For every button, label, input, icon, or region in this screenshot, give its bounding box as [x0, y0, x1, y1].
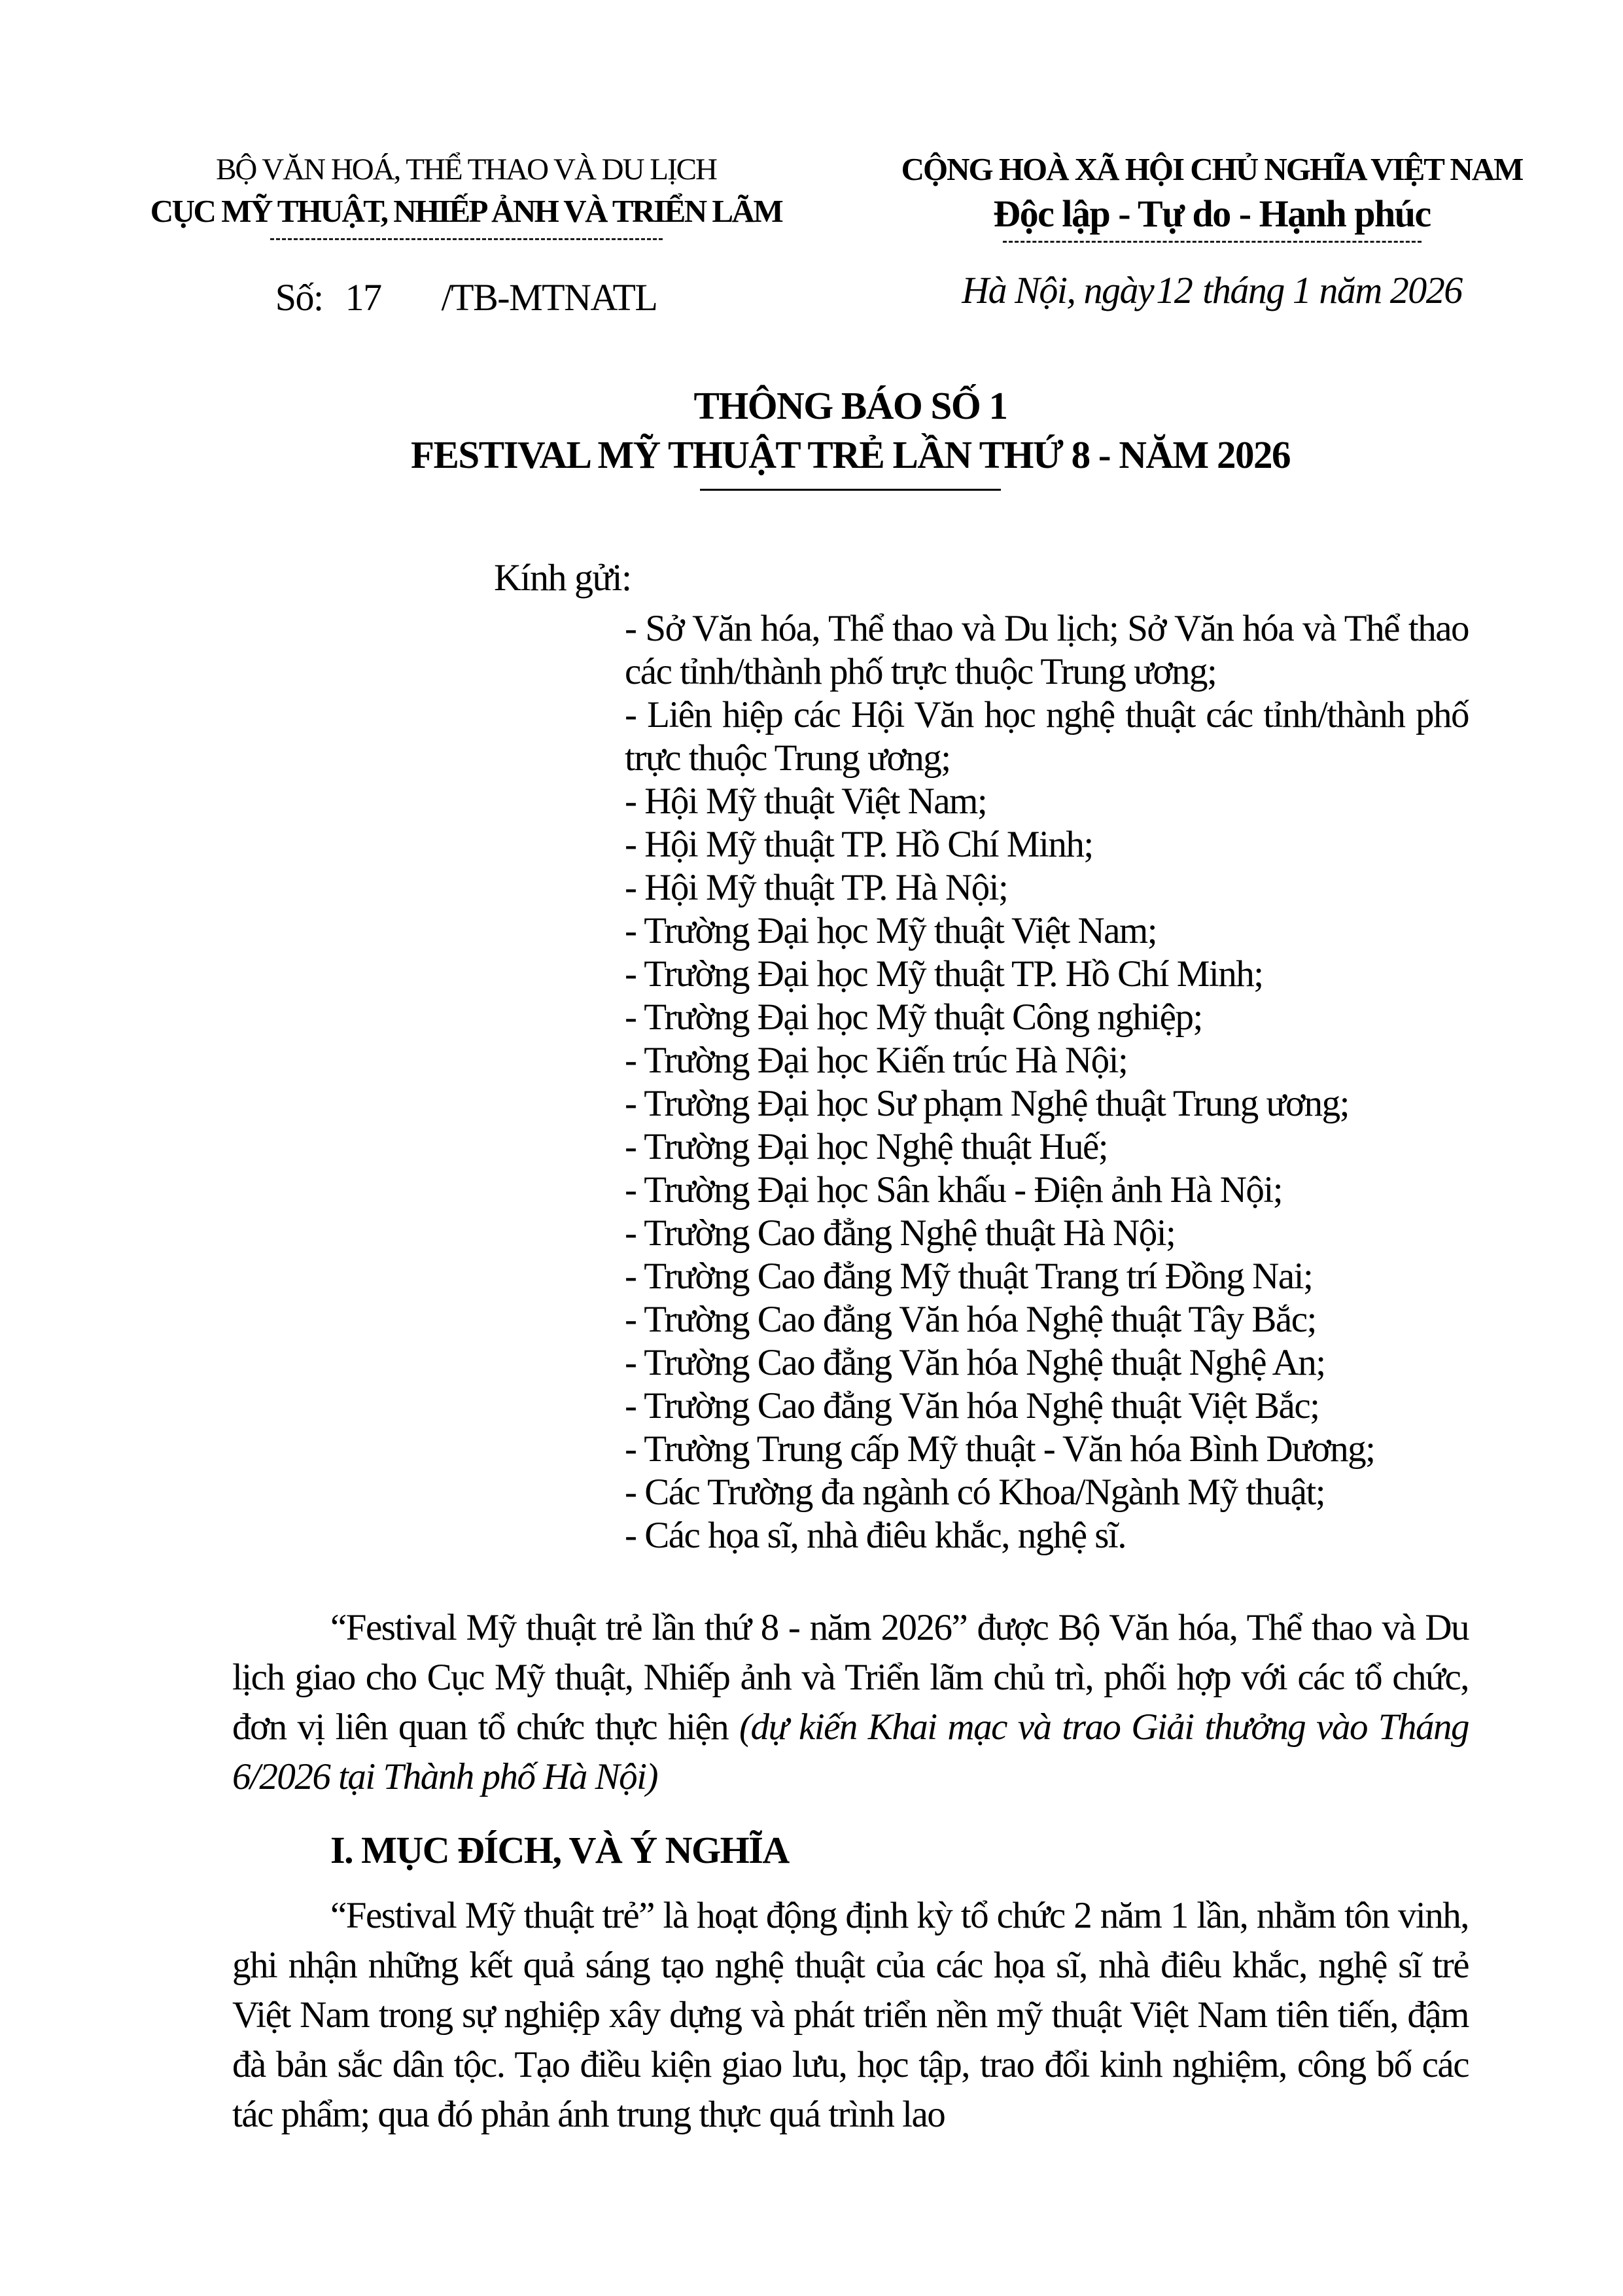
- document-title-block: [0, 381, 1623, 491]
- recipient-item: - Trường Trung cấp Mỹ thuật - Văn hóa Bình Dương;: [625, 1428, 1375, 1470]
- recipient-item: - Trường Đại học Mỹ thuật Việt Nam;: [625, 910, 1157, 951]
- section-heading-purpose: I. MỤC ĐÍCH, VÀ Ý NGHĨA: [330, 1829, 789, 1871]
- intro-paragraph-italic: (dự kiến Khai mạc và trao Giải thưởng vào Tháng 6/2026 tại Thành phố Hà Nội): [232, 1706, 1469, 1797]
- place-date-day: 12: [1156, 269, 1193, 311]
- ministry-name: BỘ VĂN HOÁ, THỂ THAO VÀ DU LỊCH: [216, 152, 716, 186]
- recipient-item: - Hội Mỹ thuật TP. Hồ Chí Minh;: [625, 824, 1093, 865]
- recipient-item: - Trường Cao đẳng Nghệ thuật Hà Nội;: [625, 1212, 1176, 1254]
- recipient-item: - Các họa sĩ, nhà điêu khắc, nghệ sĩ.: [625, 1515, 1126, 1556]
- recipient-item: - Trường Đại học Nghệ thuật Huế;: [625, 1126, 1108, 1167]
- intro-paragraph: [232, 1603, 1469, 1802]
- recipient-item: - Các Trường đa ngành có Khoa/Ngành Mỹ thuật;: [625, 1472, 1325, 1513]
- org-separator-line: [270, 238, 663, 240]
- recipient-item: - Trường Đại học Sân khấu - Điện ảnh Hà Nội;: [625, 1169, 1283, 1210]
- place-date-prefix: Hà Nội, ngày: [962, 269, 1154, 311]
- document-header: [0, 0, 1623, 321]
- motto-separator-line: [1003, 241, 1422, 243]
- document-number-value: 17: [345, 276, 381, 319]
- place-and-date: [870, 266, 1554, 315]
- document-number-suffix: /TB-MTNATL: [441, 276, 657, 319]
- document-number: [124, 274, 808, 321]
- recipient-item: - Trường Đại học Mỹ thuật TP. Hồ Chí Minh;: [625, 953, 1263, 995]
- recipient-list: [625, 607, 1469, 1557]
- recipient-item: - Trường Cao đẳng Văn hóa Nghệ thuật Nghệ An;: [625, 1342, 1325, 1383]
- place-date-rest: tháng 1 năm 2026: [1202, 269, 1462, 311]
- recipient-item: - Hội Mỹ thuật Việt Nam;: [625, 781, 987, 822]
- header-issuing-org: [124, 149, 808, 321]
- recipient-item: - Trường Cao đẳng Văn hóa Nghệ thuật Tây Bắc;: [625, 1299, 1316, 1340]
- header-national-motto: [870, 149, 1554, 321]
- recipient-item: - Trường Đại học Mỹ thuật Công nghiệp;: [625, 997, 1202, 1038]
- recipient-item: - Trường Cao đẳng Văn hóa Nghệ thuật Việt Bắc;: [625, 1385, 1319, 1426]
- department-name: CỤC MỸ THUẬT, NHIẾP ẢNH VÀ TRIỂN LÃM: [150, 193, 782, 229]
- recipient-item: - Trường Đại học Sư phạm Nghệ thuật Trung ương;: [625, 1083, 1349, 1124]
- national-motto-line2: Độc lập - Tự do - Hạnh phúc: [993, 192, 1431, 235]
- salutation: Kính gửi:: [494, 556, 631, 599]
- document-title-line2: FESTIVAL MỸ THUẬT TRẺ LẦN THỨ 8 - NĂM 2026: [411, 433, 1290, 476]
- purpose-paragraph: “Festival Mỹ thuật trẻ” là hoạt động định kỳ tổ chức 2 năm 1 lần, nhằm tôn vinh, ghi nhận những kết quả sáng tạo nghệ thuật của các họa sĩ, nhà điêu khắc, nghệ sĩ trẻ Việt Nam trong sự nghiệp xây dựng và phát triển nền mỹ thuật Việt Nam tiên tiến, đậm đà bản sắc dân tộc. Tạo điều kiện giao lưu, học tập, trao đổi kinh nghiệm, công bố các tác phẩm; qua đó phản ánh trung thực quá trình lao: [232, 1895, 1469, 2135]
- intro-paragraph-normal: “Festival Mỹ thuật trẻ lần thứ 8 - năm 2026” được Bộ Văn hóa, Thể thao và Du lịch giao cho Cục Mỹ thuật, Nhiếp ảnh và Triển lãm chủ trì, phối hợp với các tổ chức, đơn vị liên quan tổ chức thực hiện: [232, 1607, 1469, 1748]
- recipient-item: - Trường Cao đẳng Mỹ thuật Trang trí Đồng Nai;: [625, 1256, 1313, 1297]
- recipient-item: - Hội Mỹ thuật TP. Hà Nội;: [625, 867, 1008, 908]
- national-motto-line1: CỘNG HOÀ XÃ HỘI CHỦ NGHĨA VIỆT NAM: [901, 151, 1523, 187]
- recipient-item: - Trường Đại học Kiến trúc Hà Nội;: [625, 1040, 1128, 1081]
- recipient-item: - Liên hiệp các Hội Văn học nghệ thuật các tỉnh/thành phố trực thuộc Trung ương;: [625, 694, 1469, 779]
- document-number-label: Số:: [275, 276, 323, 319]
- recipient-item: - Sở Văn hóa, Thể thao và Du lịch; Sở Văn hóa và Thể thao các tỉnh/thành phố trực thuộc Trung ương;: [625, 608, 1469, 692]
- document-body: [0, 555, 1623, 2140]
- document-title-line1: THÔNG BÁO SỐ 1: [693, 384, 1007, 427]
- title-underline: [700, 489, 1001, 491]
